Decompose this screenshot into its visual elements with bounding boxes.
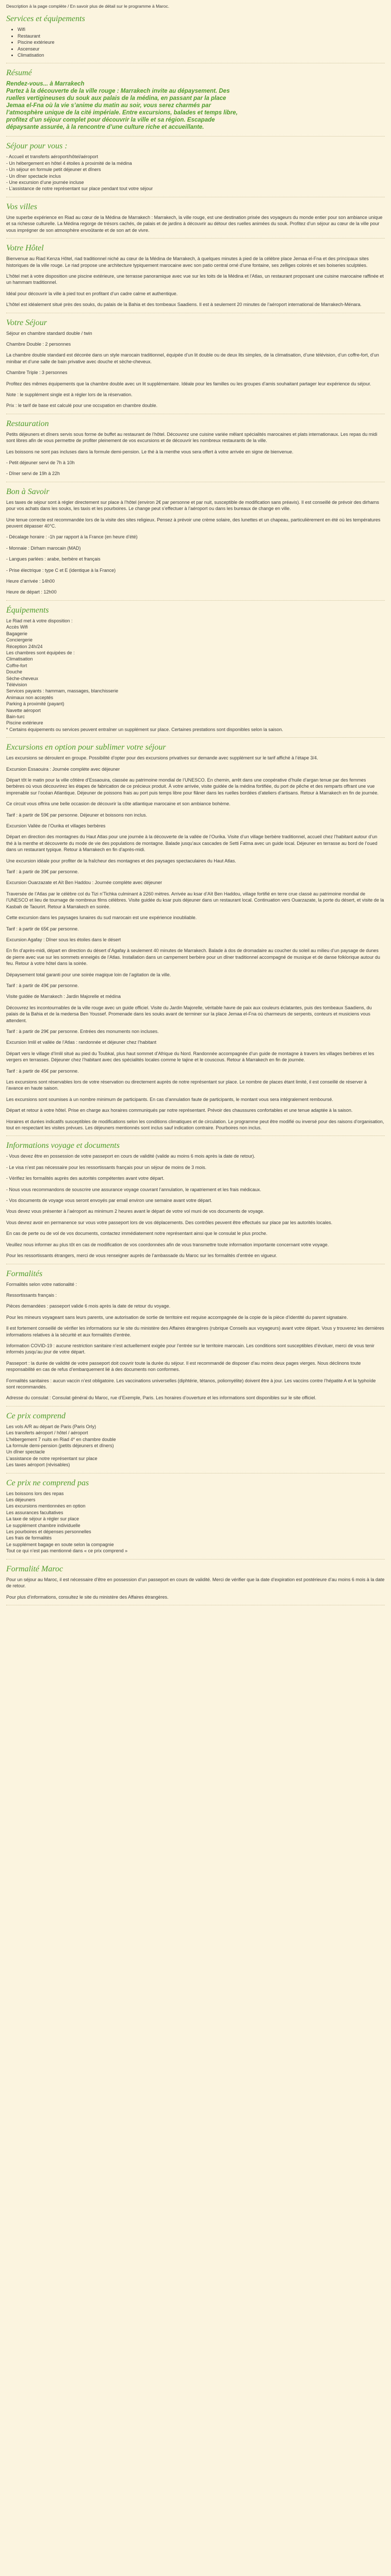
line-list xyxy=(6,1423,385,1468)
paragraph: Les excursions sont soumises à un nombre minimum de participants. En cas d’annulation faute de participants, le montant vous sera intégralement remboursé. xyxy=(6,1096,333,1102)
text-line: La formule demi-pension (petits déjeuners et dîners) xyxy=(6,1443,114,1448)
paragraph: Séjour en chambre standard double / twin xyxy=(6,330,92,336)
paragraph: Départ tôt le matin pour la ville côtière d’Essaouira, classée au patrimoine mondial de l’UNESCO. En chemin, arrêt dans une coopérative d’huile d’argan tenue par des femmes berbères où vous découvrirez les étapes de fabrication de ce précieux produit. À votre arrivée, visite guidée de la médina fortifiée, du port de pêche et des remparts offrant une vue imprenable sur l’océan Atlantique. Déjeuner de poissons frais au port puis temps libre pour flâner dans les ruelles bordées d’ateliers d’artisans. Retour à Marrakech en fin de journée. xyxy=(6,777,379,795)
paragraph: Information COVID-19 : aucune restriction sanitaire n’est actuellement exigée pour l’entrée sur le territoire marocain. Les conditions sont susceptibles d’évoluer, merci de vous tenir informés jusqu’au jour de votre départ. xyxy=(6,1343,374,1355)
text-line: La taxe de séjour à régler sur place xyxy=(6,1516,79,1522)
paragraph: - Le visa n’est pas nécessaire pour les ressortissants français pour un séjour de moins de 3 mois. xyxy=(6,1164,207,1170)
paragraph: Traversée de l’Atlas par le célèbre col du Tizi n’Tichka culminant à 2260 mètres. Arrivée au ksar d’Aït Ben Haddou, village fortifié en terre crue classé au patrimoine mondial de l’UNESCO et lieu de tournage de nombreux films célèbres. Visite guidée du ksar puis déjeuner dans un restaurant local. Continuation vers Ouarzazate, la porte du désert, et visite de la Kasbah de Taourirt. Retour à Marrakech en soirée. xyxy=(6,891,384,909)
paragraph: Petits déjeuners et dîners servis sous forme de buffet au restaurant de l’hôtel. Découvrez une cuisine variée mêlant spécialités marocaines et plats internationaux. Les repas du midi sont libres afin de vous permettre de profiter pleinement de vos excursions et de découvrir les nombreux restaurants de la ville. xyxy=(6,431,378,444)
text-line: Les assurances facultatives xyxy=(6,1510,63,1515)
paragraph: Bienvenue au Riad Kenza Hôtel, riad traditionnel niché au cœur de la Médina de Marrakech, à quelques minutes à pied de la célèbre place Jemaa el-Fna et des principaux sites historiques de la ville rouge. Le riad propose une architecture typiquement marocaine avec son patio central orné d’une fontaine, ses zelliges colorés et ses boiseries sculptées. xyxy=(6,256,369,268)
section-hotel xyxy=(6,244,385,313)
text-line: - Un dîner spectacle inclus xyxy=(6,173,61,179)
paragraph: - Vous devez être en possession de votre passeport en cours de validité (valide au moins 6 mois après la date de retour). xyxy=(6,1154,255,1159)
paragraph: Une excursion idéale pour profiter de la fraîcheur des montagnes et des paysages spectaculaires du Haut Atlas. xyxy=(6,858,236,863)
paragraph: - Nous vous recommandons de souscrire une assurance voyage couvrant l’annulation, le rapatriement et les frais médicaux. xyxy=(6,1187,262,1192)
paragraph: Excursion Essaouira : Journée complète avec déjeuner xyxy=(6,766,120,772)
text-line: * Certains équipements ou services peuvent entraîner un supplément sur place. Certaines prestations sont disponibles selon la saison. xyxy=(6,726,283,732)
section-title: Formalités xyxy=(6,1269,43,1278)
paragraph: Prix : le tarif de base est calculé pour une occupation en chambre double. xyxy=(6,403,158,409)
paragraph: Pour plus d’informations, consultez le site du ministère des Affaires étrangères. xyxy=(6,1594,169,1600)
section-title: Vos villes xyxy=(6,202,37,211)
text-line: Climatisation xyxy=(6,656,33,662)
text-line: Piscine extérieure xyxy=(6,720,43,726)
paragraph: Départ en direction des montagnes du Haut Atlas pour une journée à la découverte de la vallée de l’Ourika. Visite d’un village berbère traditionnel, accueil chez l’habitant autour d’un thé à la menthe et découverte du mode de vie des populations de montagne. Balade jusqu’aux cascades de Setti Fatma avec un guide local. Déjeuner en terrasse au bord de l’oued dans un restaurant typique. Retour à Marrakech en fin d’après-midi. xyxy=(6,834,378,853)
paragraph: Veuillez nous informer au plus tôt en cas de modification de vos coordonnées afin de vous transmettre toute information importante concernant votre voyage. xyxy=(6,1242,329,1247)
text-line: Coffre-fort xyxy=(6,663,27,668)
paragraph: Excursion Vallée de l’Ourika et villages berbères xyxy=(6,823,106,829)
section-ville xyxy=(6,202,385,239)
paragraph: - Prise électrique : type C et E (identique à la France) xyxy=(6,567,116,573)
line-list xyxy=(6,1490,385,1554)
section-excursions xyxy=(6,743,385,1136)
paragraph: Une superbe expérience en Riad au cœur de la Médina de Marrakech : Marrakech, la ville rouge, est une destination prisée des voyageurs du monde entier pour son ambiance unique et sa richesse culturelle. La Médina regorge de trésors cachés, de palais et de jardins à découvrir au détour des ruelles animées du souk. Profitez d’un séjour au cœur de la ville pour vous imprégner de son atmosphère envoûtante et de son art de vivre. xyxy=(6,214,383,233)
text-line: Animaux non acceptés xyxy=(6,694,54,700)
text-line: Les boissons lors des repas xyxy=(6,1490,64,1496)
section-title: Services et équipements xyxy=(6,14,85,24)
section-title: Informations voyage et documents xyxy=(6,1141,120,1150)
text-line: Sèche-cheveux xyxy=(6,675,39,681)
feature-list xyxy=(6,26,385,58)
paragraph: Formalités sanitaires : aucun vaccin n’est obligatoire. Les vaccinations universelles (diphtérie, tétanos, poliomyélite) doivent être à jour. Les vaccins contre l’hépatite A et la typhoïde sont recommandés. xyxy=(6,1378,376,1389)
section-chambre xyxy=(6,318,385,414)
section-title: Votre Hôtel xyxy=(6,244,44,253)
paragraph: Vous devrez avoir en permanence sur vous votre passeport lors de vos déplacements. Des contrôles peuvent être effectués sur place par les autorités locales. xyxy=(6,1219,333,1225)
paragraph: Pièces demandées : passeport valide 6 mois après la date de retour du voyage. xyxy=(6,1303,171,1309)
text-line: Les déjeuners xyxy=(6,1497,36,1503)
text-line: Les transferts aéroport / hôtel / aéroport xyxy=(6,1430,88,1436)
lead-line: Partez à la découverte de la ville rouge : Marrakech invite au dépaysement. Des xyxy=(6,88,230,95)
text-line: Un dîner spectacle xyxy=(6,1449,45,1455)
paragraph: Tarif : à partir de 65€ par personne. xyxy=(6,926,79,931)
section-formalites xyxy=(6,1269,385,1406)
paragraph: Profitez des mêmes équipements que la chambre double avec un lit supplémentaire. Idéale pour les familles ou les groupes d’amis souhaitant partager leur expérience du séjour. xyxy=(6,381,371,386)
section-resume xyxy=(6,69,385,137)
section-title: Formalité Maroc xyxy=(6,1564,63,1573)
divider xyxy=(6,737,385,738)
paragraph: Pour un séjour au Maroc, il est nécessaire d’être en possession d’un passeport en cours de validité. Merci de vérifier que la date d’expiration est postérieure d’au moins 6 mois à la date de retour. xyxy=(6,1577,385,1589)
paragraph: - Décalage horaire : -1h par rapport à la France (en heure d’été) xyxy=(6,534,138,540)
text-line: Services payants : hammam, massages, blanchisserie xyxy=(6,688,119,694)
paragraph: Horaires et durées indicatifs susceptibles de modifications selon les conditions climatiques et de circulation. Le programme peut être modifié ou inversé pour des raisons d’organisation, tout en respectant les visites prévues. Les déjeuners mentionnés sont inclus sauf indication contraire. Pourboires non inclus. xyxy=(6,1118,384,1131)
lead-line: Jemaa el-Fna où la vie s’anime du matin au soir, vous serez charmés par xyxy=(6,103,211,109)
paragraph: Note : le supplément single est à régler lors de la réservation. xyxy=(6,392,133,397)
paragraph: La chambre double standard est décorée dans un style marocain traditionnel, équipée d’un lit double ou de deux lits simples, de la climatisation, d’une télévision, d’un coffre-fort, d’un minibar et d’une salle de bain privative avec douche et sèche-cheveux. xyxy=(6,352,379,364)
text-line: - Une excursion d’une journée incluse xyxy=(6,180,84,185)
lead-line: l’atmosphère unique de la cité impériale. Entre excursions, balades et temps libre, xyxy=(6,110,238,116)
section-title: Restauration xyxy=(6,419,49,428)
text-line: Douche xyxy=(6,669,23,675)
text-line: Tout ce qui n’est pas mentionné dans « ce prix comprend » xyxy=(6,1548,128,1554)
paragraph: Il est fortement conseillé de vérifier les informations sur le site du ministère des Affaires étrangères (rubrique Conseils aux voyageurs) avant votre départ. Vous y trouverez les dernières informations relatives à la sécurité et aux formalités d’entrée. xyxy=(6,1326,384,1337)
paragraph: Découvrez les incontournables de la ville rouge avec un guide officiel. Visite du Jardin Majorelle, véritable havre de paix aux couleurs éclatantes, puis des tombeaux Saadiens, du palais de la Bahia et de la medersa Ben Youssef. Promenade dans les souks avant de terminer sur la place Jemaa el-Fna où charmeurs de serpents, conteurs et musiciens vous attendent. xyxy=(6,1005,372,1023)
list-item: • Restaurant xyxy=(18,33,385,39)
paragraph: - Dîner servi de 19h à 22h xyxy=(6,471,60,477)
text-line: Conciergerie xyxy=(6,637,33,643)
text-line: Les frais de formalités xyxy=(6,1535,52,1541)
paragraph: Dépaysement total garanti pour une soirée magique loin de l’agitation de la ville. xyxy=(6,972,171,977)
paragraph: Chambre Triple : 3 personnes xyxy=(6,370,68,376)
section-title: Équipements xyxy=(6,605,49,615)
paragraph: En cas de perte ou de vol de vos documents, contactez immédiatement notre représentant ainsi que le consulat le plus proche. xyxy=(6,1231,268,1236)
text-line: Accès Wifi xyxy=(6,624,28,630)
paragraph: - Vérifiez les formalités auprès des autorités compétentes avant votre départ. xyxy=(6,1176,165,1181)
line-list xyxy=(6,618,385,733)
section-title: Ce prix ne comprend pas xyxy=(6,1478,89,1487)
lead-line: ruelles vertigineuses du souk aux palais de la médina, en passant par la place xyxy=(6,95,226,102)
paragraph: Départ vers le village d’Imlil situé au pied du Toubkal, plus haut sommet d’Afrique du Nord. Randonnée accompagnée d’un guide de montagne à travers les villages berbères et les vergers en terrasses. Déjeuner chez l’habitant avec des spécialités locales comme le tajine et le couscous. Retour à Marrakech en fin de journée. xyxy=(6,1050,374,1063)
section-title: Séjour pour vous : xyxy=(6,142,68,151)
paragraph: Ressortissants français : xyxy=(6,1292,57,1298)
section-services xyxy=(6,14,385,63)
content xyxy=(6,14,385,1605)
paragraph: Les excursions se déroulent en groupe. Possibilité d’opter pour des excursions privatives sur demande avec supplément sur le tarif affiché à l’étape 3/4. xyxy=(6,755,318,761)
text-line: - Accueil et transferts aéroport/hôtel/aéroport xyxy=(6,154,99,160)
text-line: Bagagerie xyxy=(6,631,28,636)
paragraph: Excursion Ouarzazate et Aït Ben Haddou : Journée complète avec déjeuner xyxy=(6,880,162,886)
section-title: Résumé xyxy=(6,69,32,78)
paragraph: Tarif : à partir de 59€ par personne. Déjeuner et boissons non inclus. xyxy=(6,812,148,818)
section-equip xyxy=(6,606,385,738)
section-formaliteB xyxy=(6,1565,385,1605)
paragraph: L’hôtel est idéalement situé près des souks, du palais de la Bahia et des tombeaux Saadiens. Il est à seulement 20 minutes de l’aéroport international de Marrakech-Ménara. xyxy=(6,302,362,308)
lead-line: dépaysante assurée, à la rencontre d’une culture riche et accueillante. xyxy=(6,124,204,131)
paragraph: Excursion Imlil et vallée de l’Atlas : randonnée et déjeuner chez l’habitant xyxy=(6,1040,157,1045)
divider xyxy=(6,1559,385,1560)
paragraph: Les boissons ne sont pas incluses dans la formule demi-pension. Le thé à la menthe vous sera offert à votre arrivée en signe de bienvenue. xyxy=(6,449,294,454)
text-line: Les chambres sont équipées de : xyxy=(6,650,75,655)
paragraph: Pour les mineurs voyageant sans leurs parents, une autorisation de sortie de territoire est requise accompagnée de la copie de la pièce d’identité du parent signataire. xyxy=(6,1314,348,1320)
paragraph: Vous devez vous présenter à l’aéroport au minimum 2 heures avant le départ de votre vol muni de vos documents de voyage. xyxy=(6,1209,265,1214)
text-line: Navette aéroport xyxy=(6,707,41,713)
paragraph: Départ et retour à votre hôtel. Prise en charge aux horaires communiqués par notre représentant. Prévoir des chaussures confortables et une tenue adaptée à la saison. xyxy=(6,1108,353,1113)
paragraph: Une tenue correcte est recommandée lors de la visite des sites religieux. Pensez à prévoir une crème solaire, des lunettes et un chapeau, particulièrement en été où les températures peuvent dépasser 40°C. xyxy=(6,517,381,529)
text-line: Les vols A/R au départ de Paris (Paris Orly) xyxy=(6,1423,96,1429)
section-title: Ce prix comprend xyxy=(6,1411,66,1420)
paragraph: Heure de départ : 12h00 xyxy=(6,589,57,595)
text-line: - Un hébergement en hôtel 4 étoiles à proximité de la médina xyxy=(6,160,132,166)
text-line: Parking à proximité (payant) xyxy=(6,701,64,707)
text-line: Les taxes aéroport (révisables) xyxy=(6,1462,70,1468)
text-line: L’hébergement 7 nuits en Riad 4* en chambre double xyxy=(6,1436,116,1442)
paragraph: - Petit déjeuner servi de 7h à 10h xyxy=(6,460,75,465)
paragraph: Adresse du consulat : Consulat général du Maroc, rue d’Exemple, Paris. Les horaires d’ouverture et les informations sont disponibles sur le site officiel. xyxy=(6,1395,317,1401)
line-list xyxy=(6,154,385,192)
paragraph: Visite guidée de Marrakech : Jardin Majorelle et médina xyxy=(6,994,121,999)
paragraph: Tarif : à partir de 45€ par personne. xyxy=(6,1068,79,1074)
paragraph: En fin d’après-midi, départ en direction du désert d’Agafay à seulement 40 minutes de Marrakech. Balade à dos de dromadaire au coucher du soleil au milieu d’un paysage de dunes de pierre avec vue sur les sommets enneigés de l’Atlas. Installation dans un campement berbère pour un dîner traditionnel accompagné de musique et de danse folklorique autour du feu. Retour à votre hôtel dans la soirée. xyxy=(6,948,380,967)
divider xyxy=(6,136,385,137)
divider xyxy=(6,600,385,601)
section-bon xyxy=(6,487,385,601)
text-line: Le supplément chambre individuelle xyxy=(6,1522,80,1528)
text-line: Le supplément bagage en soute selon la compagnie xyxy=(6,1541,114,1547)
paragraph: L’hôtel met à votre disposition une piscine extérieure, une terrasse panoramique avec vue sur les toits de la Médina et l’Atlas, un restaurant proposant une cuisine marocaine raffinée et un hammam traditionnel. xyxy=(6,273,384,285)
paragraph: Cette excursion dans les paysages lunaires du sud marocain est une expérience inoubliable. xyxy=(6,915,197,921)
section-infos xyxy=(6,1141,385,1264)
paragraph: Les taxes de séjour sont à régler directement sur place à l’hôtel (environ 2€ par personne et par nuit, susceptible de modification sans préavis). Il est conseillé de prévoir des dirhams pour vos achats dans les souks, les taxis et les pourboires. Le change peut s’effectuer à l’aéroport ou dans les bureaux de change en ville. xyxy=(6,499,379,512)
text-line: - L’assistance de notre représentant sur place pendant tout votre séjour xyxy=(6,186,153,192)
section-title: Excursions en option pour sublimer votre séjour xyxy=(6,743,166,752)
section-title: Votre Séjour xyxy=(6,318,47,327)
paragraph: Pour les ressortissants étrangers, merci de vous renseigner auprès de l’ambassade du Maroc sur les formalités d’entrée en vigueur. xyxy=(6,1253,278,1259)
text-line: Le Riad met à votre disposition : xyxy=(6,618,73,623)
section-restauration xyxy=(6,419,385,482)
paragraph: - Vos documents de voyage vous seront envoyés par email environ une semaine avant votre départ. xyxy=(6,1198,213,1204)
text-line: Les pourboires et dépenses personnelles xyxy=(6,1529,91,1535)
lead-text xyxy=(6,80,385,131)
text-line: - Un séjour en formule petit déjeuner et dîners xyxy=(6,167,101,173)
paragraph: Heure d’arrivée : 14h00 xyxy=(6,579,55,584)
divider xyxy=(6,238,385,239)
paragraph: Formalités selon votre nationalité : xyxy=(6,1281,77,1287)
section-noprix xyxy=(6,1479,385,1560)
paragraph: Ce circuit vous offrira une belle occasion de découvrir la côte atlantique marocaine et son ambiance bohème. xyxy=(6,801,231,807)
lead-line: profitez d’un séjour complet pour découvrir la ville et sa région. Escapade xyxy=(6,117,215,124)
list-item: • Piscine extérieure xyxy=(18,39,385,45)
list-item: • Ascenseur xyxy=(18,46,385,52)
paragraph: Les excursions sont réservables lors de votre réservation ou directement auprès de notre représentant sur place. Le nombre de places étant limité, il est conseillé de réserver à l’avance en haute saison. xyxy=(6,1079,367,1091)
paragraph: Tarif : à partir de 39€ par personne. xyxy=(6,869,79,875)
list-item: • Wifi xyxy=(18,26,385,32)
lead-line: Rendez-vous... à Marrakech xyxy=(6,81,85,88)
section-sejour xyxy=(6,142,385,197)
paragraph: Passeport : la durée de validité de votre passeport doit couvrir toute la durée du séjour. Il est recommandé de disposer d’au moins deux pages vierges. Nous déclinons toute responsabilité en cas de refus d’embarquement lié à des documents non conformes. xyxy=(6,1360,361,1372)
text-line: Réception 24h/24 xyxy=(6,643,43,649)
paragraph: Chambre Double : 2 personnes xyxy=(6,341,71,347)
text-line: Télévision xyxy=(6,682,27,687)
paragraph: Tarif : à partir de 49€ par personne. xyxy=(6,982,79,988)
text-line: L’assistance de notre représentant sur place xyxy=(6,1455,97,1461)
paragraph: Excursion Agafay : Dîner sous les étoiles dans le désert xyxy=(6,937,121,942)
text-line: Bain-turc xyxy=(6,714,25,719)
paragraph: - Monnaie : Dirham marocain (MAD) xyxy=(6,545,81,551)
paragraph: Tarif : à partir de 29€ par personne. Entrées des monuments non incluses. xyxy=(6,1028,159,1034)
paragraph: - Langues parlées : arabe, berbère et français xyxy=(6,556,101,562)
intro-text: Description à la page complète / En savoir plus de détail sur le programme à Maroc. xyxy=(6,4,170,9)
text-line: Les excursions mentionnées en option xyxy=(6,1503,86,1509)
section-prix xyxy=(6,1412,385,1473)
section-title: Bon à Savoir xyxy=(6,487,50,496)
paragraph: Idéal pour découvrir la ville à pied tout en profitant d’un cadre calme et authentique. xyxy=(6,291,178,296)
list-item: • Climatisation xyxy=(18,52,385,58)
